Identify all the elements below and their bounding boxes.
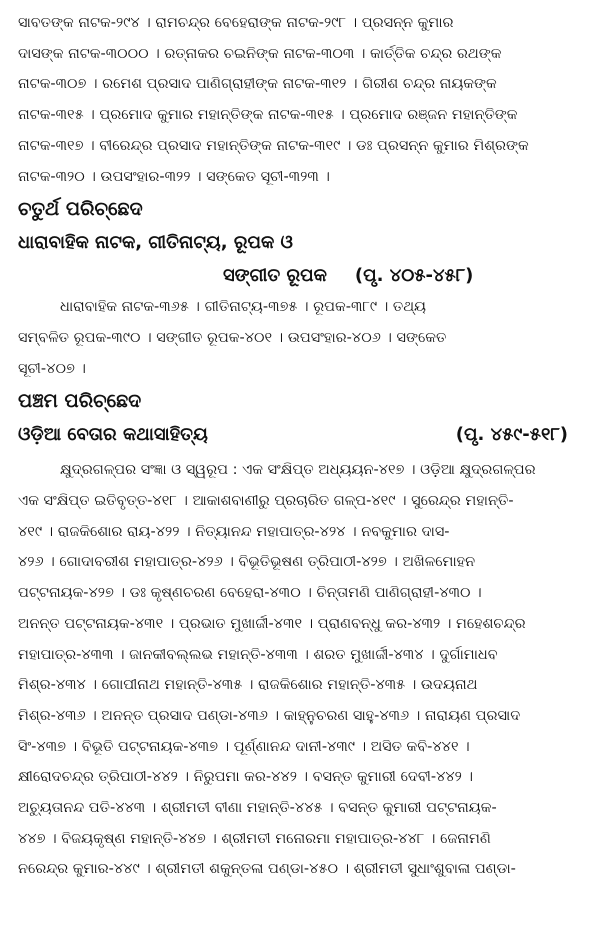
chapter-4-subtitle-text: ସଙ୍ଗୀତ ରୂପକ — [223, 265, 327, 287]
section3-tail — [18, 8, 586, 192]
chapter-4 — [18, 192, 586, 384]
text-line: ଦାସଙ୍କ ନାଟକ-୩୦୦୦ । ରତ୍ନାକର ଚଇନିଙ୍କ ନାଟକ-୩୦୩ । କାର୍ତ୍ତିକ ଚନ୍ଦ୍ର ରଥଙ୍କ — [18, 45, 502, 62]
text-line: ସାବତଙ୍କ ନାଟକ-୨୯୪ । ରାମଚନ୍ଦ୍ର ବେହେରାଙ୍କ ନାଟକ-୨୯୮ । ପ୍ରସନ୍ନ କୁମାର — [18, 15, 454, 31]
text-line: ଧାରାବାହିକ ନାଟକ-୩୬୫ । ଗୀତିନାଟ୍ୟ-୩୭୫ । ରୂପକ-୩୮୯ । ତଥ୍ୟ — [60, 299, 427, 316]
text-line: ନାଟକ-୩୧୭ । ବୀରେନ୍ଦ୍ର ପ୍ରସାଦ ମହାନ୍ତିଙ୍କ ନାଟକ-୩୧୯ । ଡଃ ପ୍ରସନ୍ନ କୁମାର ମିଶ୍ରଙ୍କ — [18, 137, 529, 154]
text-line: ନାଟକ-୩୧୫ । ପ୍ରମୋଦ କୁମାର ମହାନ୍ତିଙ୍କ ନାଟକ-୩୧୫ । ପ୍ରମୋଦ ରଞ୍ଜନ ମହାନ୍ତିଙ୍କ — [18, 107, 518, 124]
text-line: ନରେନ୍ଦ୍ର କୁମାର-୪୪୯ । ଶ୍ରୀମତୀ ଶକୁନ୍ତଳା ପଣ୍ଡା-୪୫୦ । ଶ୍ରୀମତୀ ସୁଧାଂଶୁବାଳା ପଣ୍ଡା- — [18, 861, 516, 878]
text-line: ସମ୍ବଳିତ ରୂପକ-୩୯୦ । ସଙ୍ଗୀତ ରୂପକ-୪୦୧ । ଉପସଂହାର-୪୦୬ । ସଙ୍କେତ — [18, 329, 447, 346]
text-line: ୪୪୭ । ବିଜୟକୃଷ୍ଣ ମହାନ୍ତି-୪୪୭ । ଶ୍ରୀମତୀ ମନୋରମା ମହାପାତ୍ର-୪୪୮ । ଜେନାମଣି — [18, 830, 491, 847]
text-line: ସୂଚୀ-୪୦୭ । — [18, 360, 86, 377]
chapter-5-page-range: (ପୃ. ୪୫୯-୫୧୮) — [455, 424, 568, 446]
text-line: ପଟ୍ଟନାୟକ-୪୨୭ । ଡଃ କୃଷ୍ଣଚରଣ ବେହେରା-୪୩୦ । ଚିନ୍ତାମଣି ପାଣିଗ୍ରାହୀ-୪୩୦ । — [18, 585, 482, 602]
text-line: ନାଟକ-୩୦୭ । ରମେଶ ପ୍ରସାଦ ପାଣିଗ୍ରାହୀଙ୍କ ନାଟକ-୩୧୨ । ଗିରୀଶ ଚନ୍ଦ୍ର ନାୟକଙ୍କ — [18, 76, 497, 93]
text-line: ମିଶ୍ର-୪୩୬ । ଅନନ୍ତ ପ୍ରସାଦ ପଣ୍ଡା-୪୩୬ । କାହ୍ନୁଚରଣ ସାହୁ-୪୩୬ । ନାରାୟଣ ପ୍ରସାଦ — [18, 707, 521, 724]
text-line: ୪୧୯ । ରାଜକିଶୋର ରାୟ-୪୨୨ । ନିତ୍ୟାନନ୍ଦ ମହାପାତ୍ର-୪୨୪ । ନବକୁମାର ଦାସ- — [18, 523, 450, 540]
chapter-5 — [18, 384, 586, 885]
text-line: ଅଚ୍ୟୁତାନନ୍ଦ ପତି-୪୪୩ । ଶ୍ରୀମତୀ ବୀଣା ମହାନ୍ତି-୪୪୫ । ବସନ୍ତ କୁମାରୀ ପଟ୍ଟନାୟକ- — [18, 800, 497, 817]
chapter-5-subtitle: ଓଡ଼ିଆ ବେତାର କଥାସାହିତ୍ୟ — [18, 424, 208, 446]
chapter-4-heading: ଚତୁର୍ଥ ପରିଚ୍ଛେଦ — [18, 198, 143, 221]
chapter-4-page-range: (ପୃ. ୪୦୫-୪୫୮) — [354, 265, 474, 287]
document-page — [18, 8, 586, 885]
text-line: ମହାପାତ୍ର-୪୩୩ । ଜାନକୀବଲ୍ଲଭ ମହାନ୍ତି-୪୩୩ । ଶରତ ମୁଖାର୍ଜୀ-୪୩୪ । ଦୁର୍ଗାମାଧବ — [18, 646, 498, 663]
text-line: ମିଶ୍ର-୪୩୪ । ଗୋପୀନାଥ ମହାନ୍ତି-୪୩୫ । ରାଜକିଶୋର ମହାନ୍ତି-୪୩୫ । ଉଦୟନାଥ — [18, 677, 478, 694]
chapter-4-subtitle-line1: ଧାରାବାହିକ ନାଟକ, ଗୀତିନାଟ୍ୟ, ରୂପକ ଓ — [18, 232, 293, 254]
chapter-5-subtitle-row — [18, 418, 586, 451]
chapter-5-heading: ପଞ୍ଚମ ପରିଚ୍ଛେଦ — [18, 390, 142, 413]
text-line: ଏକ ସଂକ୍ଷିପ୍ତ ଇତିବୃତ୍ତ-୪୧୮ । ଆକାଶବାଣୀରୁ ପ୍ରଚାରିତ ଗଳ୍ପ-୪୧୯ । ସୁରେନ୍ଦ୍ର ମହାନ୍ତି- — [18, 493, 514, 510]
text-line: କ୍ଷୁଦ୍ରଗଳ୍ପର ସଂଜ୍ଞା ଓ ସ୍ୱରୂପ : ଏକ ସଂକ୍ଷିପ୍ତ ଅଧ୍ୟୟନ-୪୧୭ । ଓଡ଼ିଆ କ୍ଷୁଦ୍ରଗଳ୍ପର — [60, 462, 536, 479]
text-line: ସିଂ-୪୩୭ । ବିଭୂତି ପଟ୍ଟନାୟକ-୪୩୭ । ପୂର୍ଣ୍ଣାନନ୍ଦ ଦାନୀ-୪୩୯ । ଅସିତ କବି-୪୪୧ । — [18, 738, 470, 755]
chapter-4-subtitle-line2 — [18, 259, 586, 292]
text-line: ନାଟକ-୩୨୦ । ଉପସଂହାର-୩୨୨ । ସଙ୍କେତ ସୂଚୀ-୩୨୩ । — [18, 168, 330, 185]
text-line: ୪୨୬ । ଗୋଦାବରୀଶ ମହାପାତ୍ର-୪୨୬ । ବିଭୂତିଭୂଷଣ ତ୍ରିପାଠୀ-୪୨୭ । ଅଖିଳମୋହନ — [18, 554, 476, 571]
text-line: କ୍ଷୀରୋଦଚନ୍ଦ୍ର ତ୍ରିପାଠୀ-୪୪୨ । ନିରୁପମା କର-୪୪୨ । ବସନ୍ତ କୁମାରୀ ଦେବୀ-୪୪୨ । — [18, 769, 474, 786]
text-line: ଅନନ୍ତ ପଟ୍ଟନାୟକ-୪୩୧ । ପ୍ରଭାତ ମୁଖାର୍ଜୀ-୪୩୧ । ପ୍ରାଣବନ୍ଧୁ କର-୪୩୨ । ମହେଶଚନ୍ଦ୍ର — [18, 615, 526, 632]
